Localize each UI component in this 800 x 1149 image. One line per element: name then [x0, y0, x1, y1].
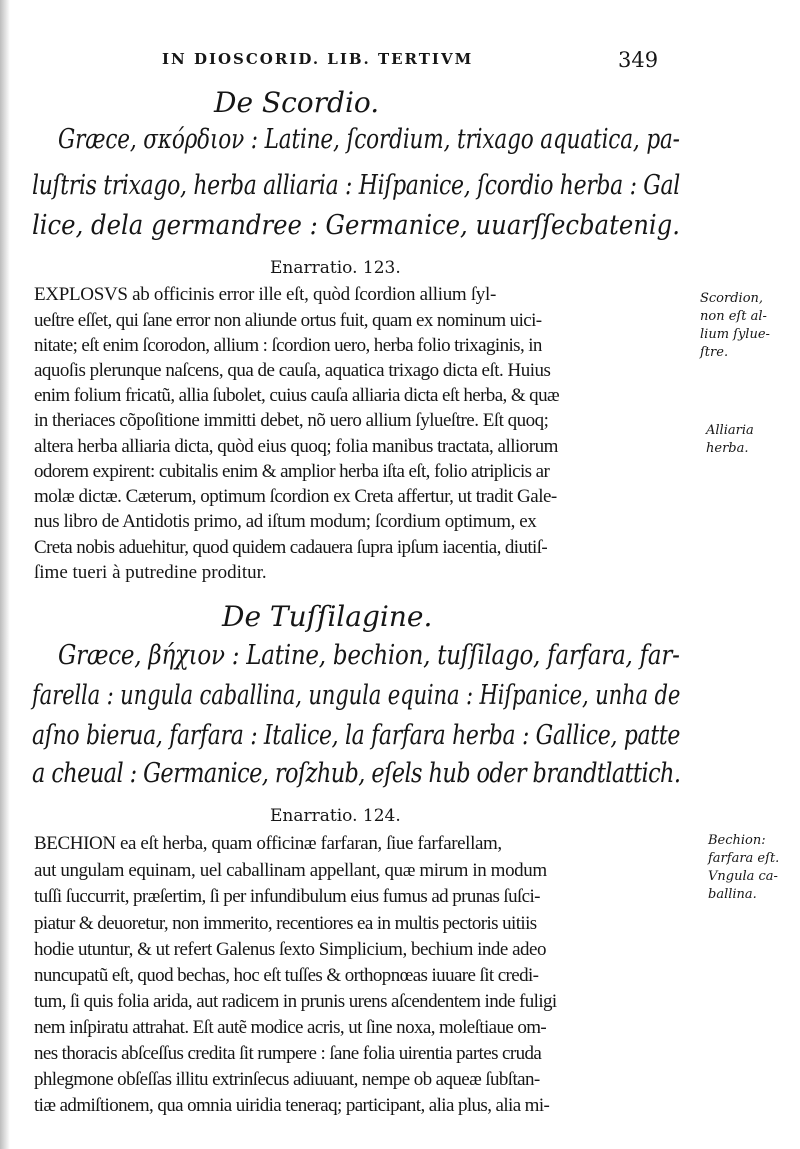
body-line: nitate; eſt enim ſcorodon, allium : ſcordion uero, herba folio trixaginis, in — [34, 335, 542, 356]
margin-note: Bechion: farfara eſt. Vngula ca- ballina. — [708, 833, 780, 902]
greek-line: Græce, βήχιον : Latine, bechion, tuſſilago, farfara, far- — [58, 640, 680, 671]
body-line: piatur & deuoretur, non immerito, recentiores ea in multis pectoris uitiis — [34, 913, 537, 934]
body-line: EXPLOSVS ab officinis error ille eſt, quòd ſcordion allium ſyl- — [34, 284, 497, 305]
section-title-tussilago: De Tuſſilagine. — [222, 600, 433, 633]
greek-line: farella : ungula caballina, ungula equina : Hiſpanice, unha de — [32, 680, 681, 711]
running-head: IN DIOSCORID. LIB. TERTIVM — [162, 50, 474, 68]
body-line: odorem expirent: cubitalis enim & amplior herba iſta eſt, folio atriplicis ar — [34, 461, 550, 482]
body-line: nuncupatũ eſt, quod bechas, hoc eſt tuſſes & orthopnœas iuuare ſit credi- — [34, 965, 539, 986]
greek-line: a cheual : Germanice, roſzhub, eſels hub oder brandtlattich. — [32, 758, 681, 789]
greek-line: aſno bierua, farfara : Italice, la farfara herba : Gallice, patte — [32, 720, 681, 751]
binding-shadow — [0, 0, 10, 1149]
enarratio-heading: Enarratio. 124. — [270, 806, 401, 826]
body-line: altera herba alliaria dicta, quòd eius quoq; folia manibus tractata, alliorum — [34, 436, 558, 457]
body-line: enim folium fricatũ, allia ſubolet, cuius cauſa alliaria dicta eſt herba, & quæ — [34, 385, 560, 406]
body-line: aut ungulam equinam, uel caballinam appellant, quæ mirum in modum — [34, 860, 547, 881]
page-number: 349 — [618, 48, 659, 72]
margin-note: Alliaria herba. — [706, 423, 754, 456]
greek-line: luſtris trixago, herba alliaria : Hiſpanice, ſcordio herba : Gal — [32, 170, 680, 201]
body-line: phlegmone obſeſſas illitu extrinſecus adiuuant, nempe ob aqueæ ſubſtan- — [34, 1069, 540, 1090]
body-line: tiæ admiſtionem, qua omnia uiridia teneraq; participant, alia plus, alia mi- — [34, 1095, 550, 1116]
body-line: in theriaces cõpoſitione immitti debet, nõ uero allium ſylueſtre. Eſt quoq; — [34, 410, 549, 431]
section-title-scordio: De Scordio. — [214, 86, 380, 119]
body-line: hodie utuntur, & ut refert Galenus ſexto Simplicium, bechium inde adeo — [34, 939, 546, 960]
body-line: molæ dictæ. Cæterum, optimum ſcordion ex Creta affertur, ut tradit Gale- — [34, 486, 557, 507]
body-line: tum, ſi quis folia arida, aut radicem in prunis urens aſcendentem inde fuligi — [34, 991, 557, 1012]
greek-line: lice, dela germandree : Germanice, uuarſſecbatenig. — [32, 210, 681, 241]
body-line: nus libro de Antidotis primo, ad iſtum modum; ſcordium optimum, ex — [34, 511, 537, 532]
margin-note: Scordion, non eſt al- lium ſylue- ſtre. — [700, 291, 770, 360]
body-line: aquoſis plerunque naſcens, qua de cauſa, aquatica trixago dicta eſt. Huius — [34, 360, 551, 381]
body-line: ueſtre eſſet, qui ſane error non aliunde ortus fuit, quam ex nominum uici- — [34, 310, 542, 331]
body-line: nem inſpiratu attrahat. Eſt autẽ modice acris, ut ſine noxa, moleſtiaue om- — [34, 1017, 547, 1038]
body-line: Creta nobis aduehitur, quod quidem cadauera ſupra ipſum iacentia, diutiſ- — [34, 537, 548, 558]
body-line: nes thoracis abſceſſus credita ſit rumpere : ſane folia uirentia partes cruda — [34, 1043, 542, 1064]
body-line: tuſſi ſuccurrit, præſertim, ſi per infundibulum eius fumus ad prunas ſuſci- — [34, 886, 540, 907]
greek-line: Græce, σκόρδιον : Latine, ſcordium, trixago aquatica, pa- — [58, 124, 680, 155]
body-line: ſime tueri à putredine proditur. — [34, 562, 267, 583]
enarratio-heading: Enarratio. 123. — [270, 258, 401, 278]
body-line: BECHION ea eſt herba, quam officinæ farfaran, ſiue farfarellam, — [34, 833, 502, 854]
